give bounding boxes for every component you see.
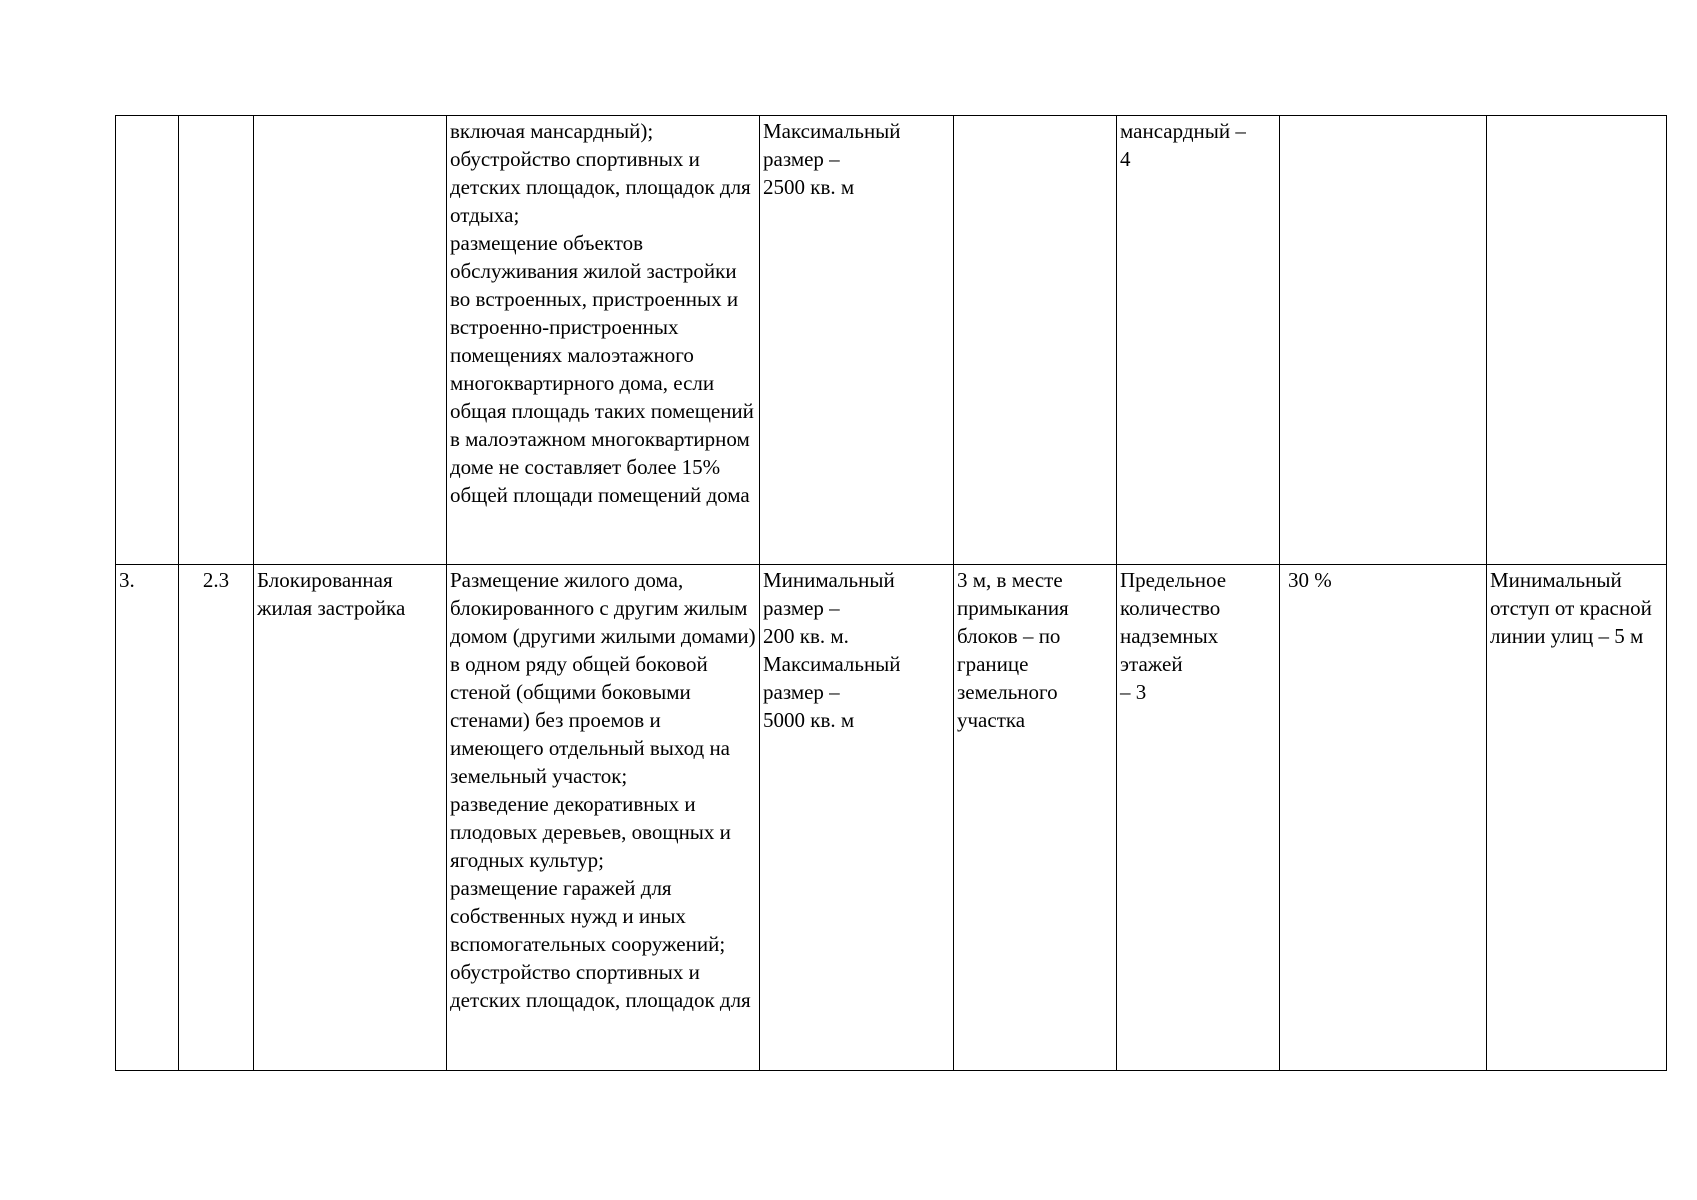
table-row: [116, 565, 1667, 1071]
use-description-cell: Размещение жилого дома, блокированного с другим жилым домом (другими жилыми домами) в одном ряду общей боковой стеной (общими боковыми стенами) без проемов и имеющего отдельный выход на земельный участок; разведение декоративных и плодовых деревьев, овощных и ягодных культур; размещение гаражей для собственных нужд и иных вспомогательных сооружений; обустройство спортивных и детских площадок, площадок для: [447, 565, 760, 1071]
coverage-cell: 30 %: [1280, 565, 1487, 1071]
use-description-cell: включая мансардный); обустройство спортивных и детских площадок, площадок для отдыха; размещение объектов обслуживания жилой застройки во встроенных, пристроенных и встроенно-пристроенных помещениях малоэтажного многоквартирного дома, если общая площадь таких помещений в малоэтажном многоквартирном доме не составляет более 15% общей площади помещений дома: [447, 116, 760, 565]
land-use-regulations-table: [115, 115, 1667, 1071]
use-name-cell: [254, 116, 447, 565]
other-params-cell: [1487, 116, 1667, 565]
plot-size-cell: Максимальный размер – 2500 кв. м: [760, 116, 954, 565]
row-number-cell: 3.: [116, 565, 179, 1071]
use-code-cell: 2.3: [179, 565, 254, 1071]
coverage-cell: [1280, 116, 1487, 565]
floors-cell: Предельное количество надземных этажей – 3: [1117, 565, 1280, 1071]
setback-cell: 3 м, в месте примыкания блоков – по границе земельного участка: [954, 565, 1117, 1071]
plot-size-cell: Минимальный размер – 200 кв. м. Максимальный размер – 5000 кв. м: [760, 565, 954, 1071]
use-code-cell: [179, 116, 254, 565]
floors-cell: мансардный – 4: [1117, 116, 1280, 565]
table-row: [116, 116, 1667, 565]
other-params-cell: Минимальный отступ от красной линии улиц – 5 м: [1487, 565, 1667, 1071]
row-number-cell: [116, 116, 179, 565]
setback-cell: [954, 116, 1117, 565]
use-name-cell: Блокированная жилая застройка: [254, 565, 447, 1071]
